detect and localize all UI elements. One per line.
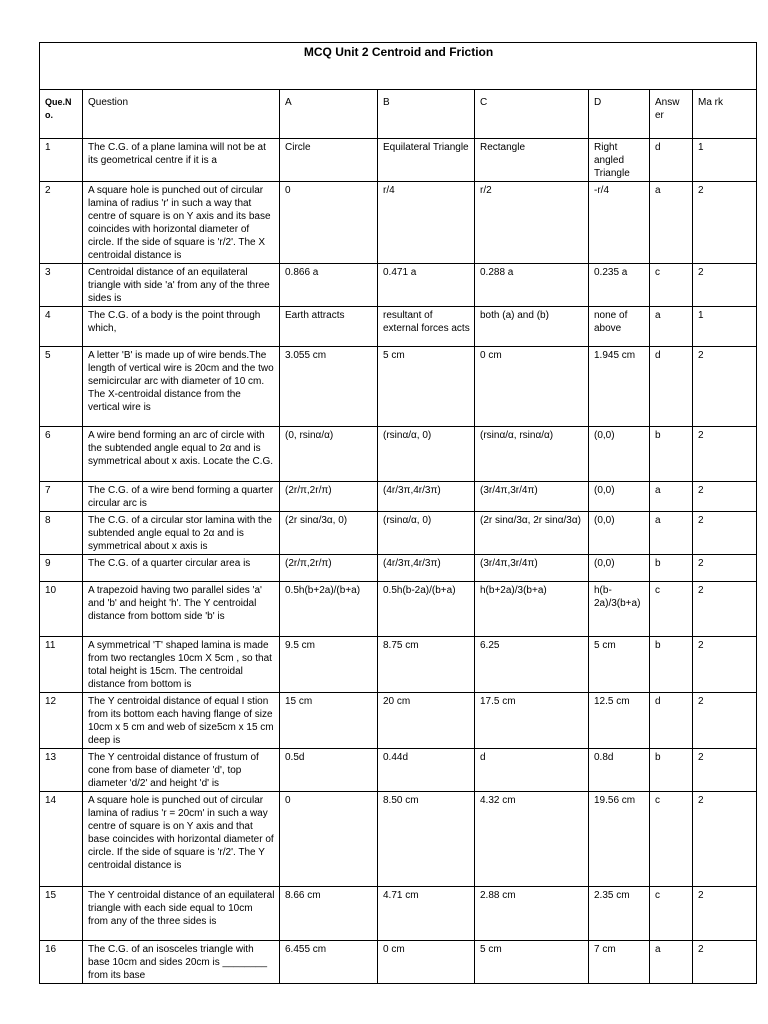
cell-answer: d	[650, 347, 693, 427]
cell-b: 0.471 a	[378, 264, 475, 307]
table-row	[40, 139, 757, 182]
cell-d: (0,0)	[589, 512, 650, 555]
cell-d: 1.945 cm	[589, 347, 650, 427]
cell-c: Rectangle	[475, 139, 589, 182]
cell-answer: d	[650, 693, 693, 749]
table-row	[40, 427, 757, 482]
table-row	[40, 792, 757, 887]
cell-c: d	[475, 749, 589, 792]
cell-d: h(b-2a)/3(b+a)	[589, 582, 650, 637]
table-row	[40, 512, 757, 555]
cell-mark: 2	[693, 482, 757, 512]
cell-mark: 2	[693, 182, 757, 264]
cell-mark: 2	[693, 512, 757, 555]
mcq-table	[39, 42, 757, 984]
cell-question: The Y centroidal distance of an equilateral triangle with each side equal to 10cm from any of the three sides is	[83, 887, 280, 941]
cell-c: 2.88 cm	[475, 887, 589, 941]
cell-answer: d	[650, 139, 693, 182]
cell-a: 3.055 cm	[280, 347, 378, 427]
cell-qno: 13	[40, 749, 83, 792]
cell-b: 4.71 cm	[378, 887, 475, 941]
cell-b: 20 cm	[378, 693, 475, 749]
cell-question: A trapezoid having two parallel sides 'a' and 'b' and height 'h'. The Y centroidal distance from bottom side 'b' is	[83, 582, 280, 637]
cell-b: 8.75 cm	[378, 637, 475, 693]
cell-a: Circle	[280, 139, 378, 182]
cell-question: A square hole is punched out of circular lamina of radius 'r' in such a way that centre of square is on Y axis and its base coincides with horizontal diameter of circle. If the side of square is 'r/2'. The X centroidal distance is	[83, 182, 280, 264]
cell-question: The C.G. of a wire bend forming a quarter circular arc is	[83, 482, 280, 512]
cell-d: Right angled Triangle	[589, 139, 650, 182]
cell-d: 0.8d	[589, 749, 650, 792]
cell-question: The C.G. of a body is the point through which,	[83, 307, 280, 347]
cell-mark: 2	[693, 637, 757, 693]
cell-d: (0,0)	[589, 427, 650, 482]
cell-b: (rsinα/α, 0)	[378, 427, 475, 482]
cell-qno: 1	[40, 139, 83, 182]
cell-d: 5 cm	[589, 637, 650, 693]
cell-b: 0.5h(b-2a)/(b+a)	[378, 582, 475, 637]
cell-c: h(b+2a)/3(b+a)	[475, 582, 589, 637]
header-question: Question	[83, 90, 280, 139]
cell-a: 0	[280, 792, 378, 887]
cell-a: 0.866 a	[280, 264, 378, 307]
cell-answer: c	[650, 887, 693, 941]
cell-c: 0 cm	[475, 347, 589, 427]
cell-mark: 2	[693, 427, 757, 482]
cell-mark: 1	[693, 307, 757, 347]
cell-mark: 2	[693, 749, 757, 792]
cell-answer: a	[650, 307, 693, 347]
cell-answer: c	[650, 792, 693, 887]
cell-c: r/2	[475, 182, 589, 264]
cell-question: A symmetrical 'T' shaped lamina is made from two rectangles 10cm X 5cm , so that total height is 15cm. The centroidal distance from bottom is	[83, 637, 280, 693]
table-row	[40, 307, 757, 347]
cell-answer: a	[650, 182, 693, 264]
cell-qno: 8	[40, 512, 83, 555]
cell-qno: 6	[40, 427, 83, 482]
cell-a: (2r/π,2r/π)	[280, 482, 378, 512]
cell-b: 5 cm	[378, 347, 475, 427]
cell-question: A square hole is punched out of circular lamina of radius 'r = 20cm' in such a way centre of square is on Y axis and that base coincides with horizontal diameter of circle. If the side of square is 'r/2'. The Y centroidal distance is	[83, 792, 280, 887]
cell-d: 7 cm	[589, 941, 650, 984]
cell-question: A wire bend forming an arc of circle with the subtended angle equal to 2α and is symmetrical about x axis. Locate the C.G.	[83, 427, 280, 482]
cell-mark: 2	[693, 264, 757, 307]
cell-answer: b	[650, 637, 693, 693]
cell-answer: a	[650, 941, 693, 984]
cell-answer: b	[650, 427, 693, 482]
cell-a: 8.66 cm	[280, 887, 378, 941]
cell-qno: 9	[40, 555, 83, 582]
cell-a: 0.5h(b+2a)/(b+a)	[280, 582, 378, 637]
cell-c: (3r/4π,3r/4π)	[475, 482, 589, 512]
table-row	[40, 347, 757, 427]
cell-b: resultant of external forces acts	[378, 307, 475, 347]
cell-qno: 10	[40, 582, 83, 637]
header-a: A	[280, 90, 378, 139]
cell-question: The Y centroidal distance of frustum of cone from base of diameter 'd', top diameter 'd/2' and height 'd' is	[83, 749, 280, 792]
page-title: MCQ Unit 2 Centroid and Friction	[40, 43, 757, 90]
cell-c: 5 cm	[475, 941, 589, 984]
cell-d: -r/4	[589, 182, 650, 264]
cell-a: Earth attracts	[280, 307, 378, 347]
cell-d: 2.35 cm	[589, 887, 650, 941]
cell-qno: 15	[40, 887, 83, 941]
cell-mark: 2	[693, 582, 757, 637]
cell-a: (2r sinα/3α, 0)	[280, 512, 378, 555]
cell-a: 15 cm	[280, 693, 378, 749]
table-row	[40, 264, 757, 307]
cell-qno: 14	[40, 792, 83, 887]
header-c: C	[475, 90, 589, 139]
cell-answer: c	[650, 582, 693, 637]
header-b: B	[378, 90, 475, 139]
cell-b: (4r/3π,4r/3π)	[378, 555, 475, 582]
cell-c: 0.288 a	[475, 264, 589, 307]
cell-question: A letter 'B' is made up of wire bends.The length of vertical wire is 20cm and the two semicircular arc with diameter of 10 cm. The X-centroidal distance from the vertical wire is	[83, 347, 280, 427]
cell-a: 0	[280, 182, 378, 264]
cell-qno: 16	[40, 941, 83, 984]
cell-b: 0 cm	[378, 941, 475, 984]
cell-mark: 2	[693, 887, 757, 941]
cell-question: The C.G. of an isosceles triangle with base 10cm and sides 20cm is ________ from its base	[83, 941, 280, 984]
cell-mark: 1	[693, 139, 757, 182]
header-qno: Que.N o.	[40, 90, 83, 139]
cell-qno: 11	[40, 637, 83, 693]
header-answer: Answ er	[650, 90, 693, 139]
cell-qno: 2	[40, 182, 83, 264]
table-row	[40, 749, 757, 792]
cell-b: (4r/3π,4r/3π)	[378, 482, 475, 512]
cell-mark: 2	[693, 693, 757, 749]
cell-d: 12.5 cm	[589, 693, 650, 749]
cell-a: (0, rsinα/α)	[280, 427, 378, 482]
cell-c: 17.5 cm	[475, 693, 589, 749]
cell-answer: b	[650, 749, 693, 792]
cell-a: 0.5d	[280, 749, 378, 792]
cell-c: 6.25	[475, 637, 589, 693]
cell-qno: 4	[40, 307, 83, 347]
table-row	[40, 637, 757, 693]
cell-qno: 5	[40, 347, 83, 427]
cell-d: 19.56 cm	[589, 792, 650, 887]
cell-answer: a	[650, 482, 693, 512]
cell-b: r/4	[378, 182, 475, 264]
cell-mark: 2	[693, 555, 757, 582]
cell-mark: 2	[693, 792, 757, 887]
table-row	[40, 941, 757, 984]
cell-a: 6.455 cm	[280, 941, 378, 984]
cell-a: (2r/π,2r/π)	[280, 555, 378, 582]
cell-question: The C.G. of a circular stor lamina with the subtended angle equal to 2α and is symmetrical about x axis is	[83, 512, 280, 555]
header-d: D	[589, 90, 650, 139]
cell-d: none of above	[589, 307, 650, 347]
cell-answer: b	[650, 555, 693, 582]
cell-question: The Y centroidal distance of equal I stion from its bottom each having flange of size 10cm x 5 cm and web of size5cm x 15 cm deep is	[83, 693, 280, 749]
cell-question: The C.G. of a quarter circular area is	[83, 555, 280, 582]
cell-b: (rsinα/α, 0)	[378, 512, 475, 555]
cell-d: 0.235 a	[589, 264, 650, 307]
cell-a: 9.5 cm	[280, 637, 378, 693]
header-mark: Ma rk	[693, 90, 757, 139]
cell-b: 0.44d	[378, 749, 475, 792]
cell-c: 4.32 cm	[475, 792, 589, 887]
table-row	[40, 693, 757, 749]
table-row	[40, 482, 757, 512]
cell-qno: 7	[40, 482, 83, 512]
cell-answer: c	[650, 264, 693, 307]
cell-d: (0,0)	[589, 482, 650, 512]
table-row	[40, 887, 757, 941]
cell-qno: 12	[40, 693, 83, 749]
cell-c: both (a) and (b)	[475, 307, 589, 347]
cell-c: (3r/4π,3r/4π)	[475, 555, 589, 582]
cell-b: 8.50 cm	[378, 792, 475, 887]
header-row	[40, 90, 757, 139]
table-row	[40, 555, 757, 582]
cell-b: Equilateral Triangle	[378, 139, 475, 182]
cell-qno: 3	[40, 264, 83, 307]
cell-c: (2r sinα/3α, 2r sinα/3α)	[475, 512, 589, 555]
table-row	[40, 182, 757, 264]
table-row	[40, 582, 757, 637]
cell-question: The C.G. of a plane lamina will not be at its geometrical centre if it is a	[83, 139, 280, 182]
cell-mark: 2	[693, 347, 757, 427]
cell-d: (0,0)	[589, 555, 650, 582]
cell-c: (rsinα/α, rsinα/α)	[475, 427, 589, 482]
cell-question: Centroidal distance of an equilateral triangle with side 'a' from any of the three sides is	[83, 264, 280, 307]
cell-mark: 2	[693, 941, 757, 984]
cell-answer: a	[650, 512, 693, 555]
